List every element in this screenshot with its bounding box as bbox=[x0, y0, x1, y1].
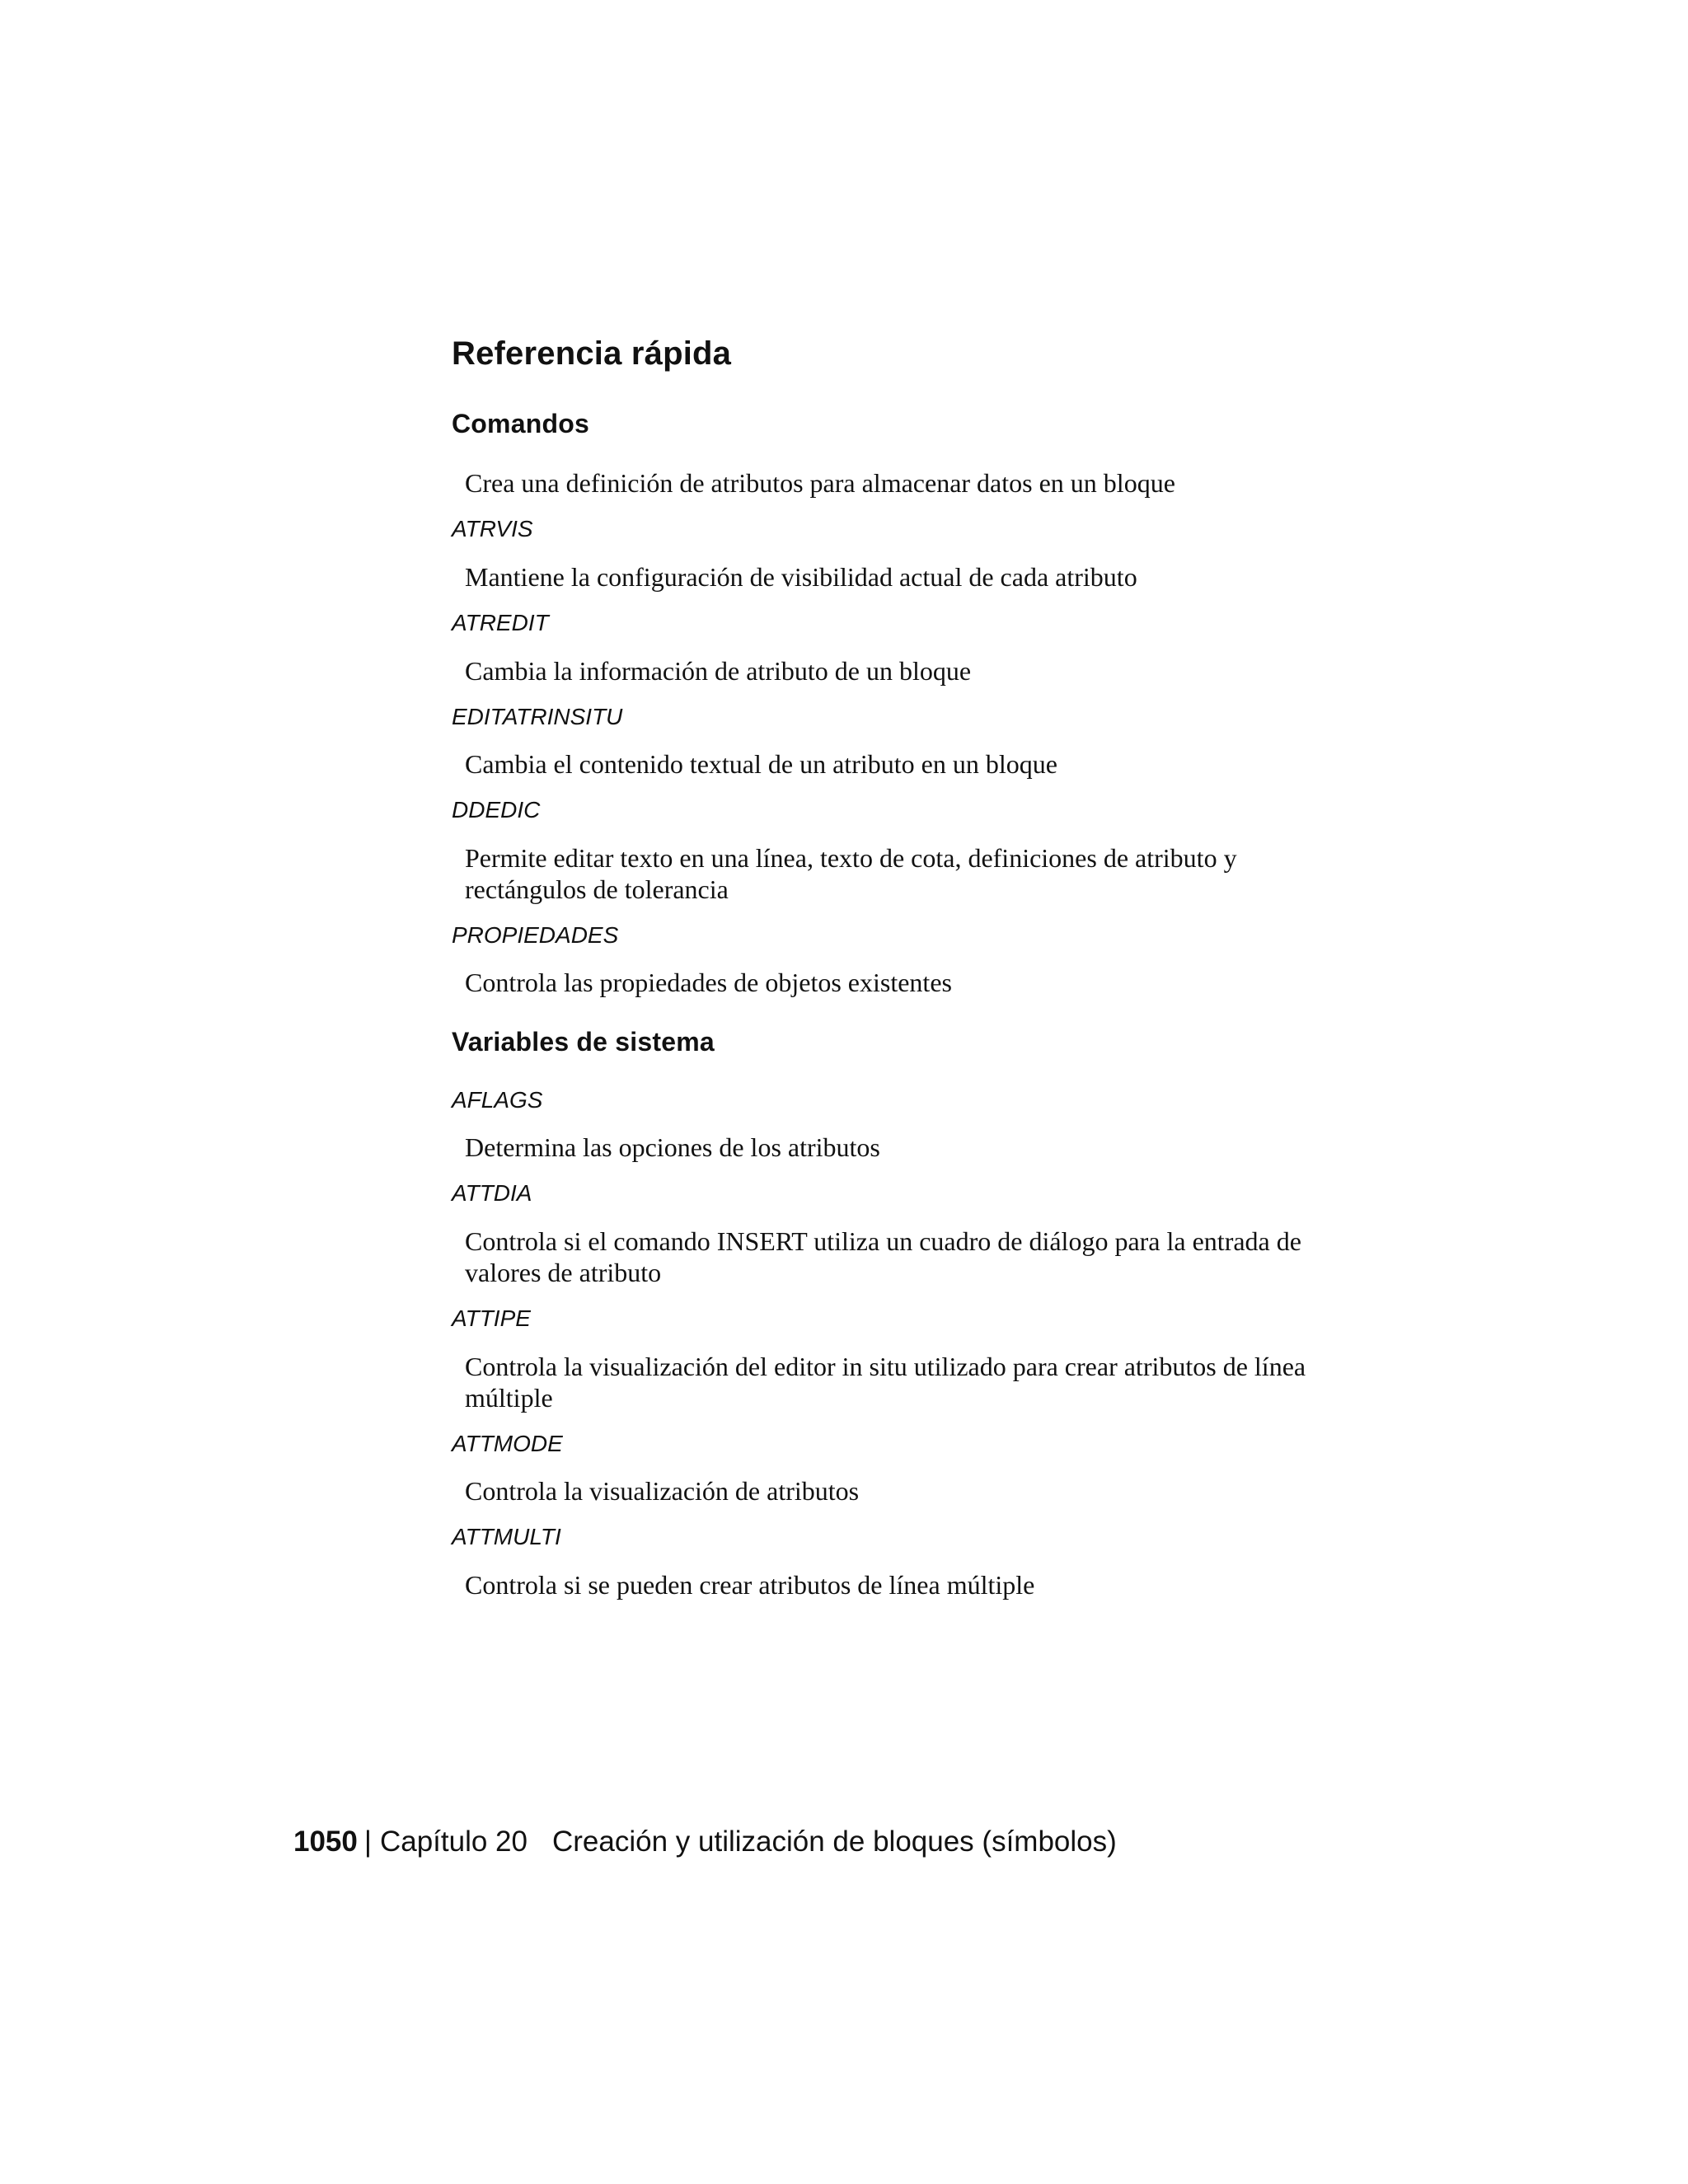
list-item bbox=[452, 467, 1358, 499]
list-item bbox=[452, 1430, 1358, 1507]
variable-description: Controla la visualización del editor in situ utilizado para crear atributos de línea múltiple bbox=[465, 1351, 1306, 1413]
page-number: 1050 bbox=[293, 1825, 358, 1858]
list-item bbox=[452, 609, 1358, 687]
list-item bbox=[452, 1179, 1358, 1288]
command-description: Cambia la información de atributo de un bloque bbox=[465, 655, 972, 686]
command-description: Crea una definición de atributos para almacenar datos en un bloque bbox=[465, 468, 1175, 499]
system-variables-list bbox=[452, 1086, 1358, 1601]
command-term: ATRVIS bbox=[452, 516, 533, 542]
commands-heading: Comandos bbox=[452, 409, 589, 438]
variable-description: Controla si se pueden crear atributos de línea múltiple bbox=[465, 1569, 1035, 1600]
list-item bbox=[452, 1305, 1358, 1413]
variable-description: Controla si el comando INSERT utiliza un cuadro de diálogo para la entrada de valores de atributo bbox=[465, 1226, 1301, 1287]
command-term: ATREDIT bbox=[452, 609, 549, 635]
command-description: Mantiene la configuración de visibilidad actual de cada atributo bbox=[465, 561, 1137, 592]
list-item bbox=[452, 796, 1358, 905]
command-term: PROPIEDADES bbox=[452, 921, 619, 948]
list-item bbox=[452, 703, 1358, 780]
command-description: Cambia el contenido textual de un atributo en un bloque bbox=[465, 749, 1057, 780]
variable-term: ATTIPE bbox=[452, 1305, 531, 1331]
page-footer bbox=[293, 1825, 1117, 1859]
system-variables-heading: Variables de sistema bbox=[452, 1027, 715, 1057]
list-item bbox=[452, 1523, 1358, 1601]
variable-term: ATTMULTI bbox=[452, 1524, 561, 1550]
commands-list bbox=[452, 467, 1358, 998]
variable-term: ATTDIA bbox=[452, 1180, 532, 1207]
footer-separator: | bbox=[363, 1825, 372, 1858]
section-title: Referencia rápida bbox=[452, 335, 732, 372]
list-item bbox=[452, 921, 1358, 999]
command-term: DDEDIC bbox=[452, 797, 541, 823]
variable-term: ATTMODE bbox=[452, 1430, 563, 1456]
command-description: Permite editar texto en una línea, texto de cota, definiciones de atributo y rectángulos de tolerancia bbox=[465, 842, 1237, 904]
variable-description: Controla la visualización de atributos bbox=[465, 1476, 860, 1507]
list-item bbox=[452, 1086, 1358, 1164]
command-term: EDITATRINSITU bbox=[452, 703, 623, 729]
variable-term: AFLAGS bbox=[452, 1086, 543, 1113]
chapter-label: Capítulo 20 bbox=[379, 1825, 528, 1858]
chapter-title: Creación y utilización de bloques (símbolos) bbox=[552, 1825, 1117, 1858]
variable-description: Determina las opciones de los atributos bbox=[465, 1132, 880, 1163]
command-description: Controla las propiedades de objetos existentes bbox=[465, 968, 952, 998]
list-item bbox=[452, 515, 1358, 593]
page-content bbox=[452, 334, 1358, 1617]
